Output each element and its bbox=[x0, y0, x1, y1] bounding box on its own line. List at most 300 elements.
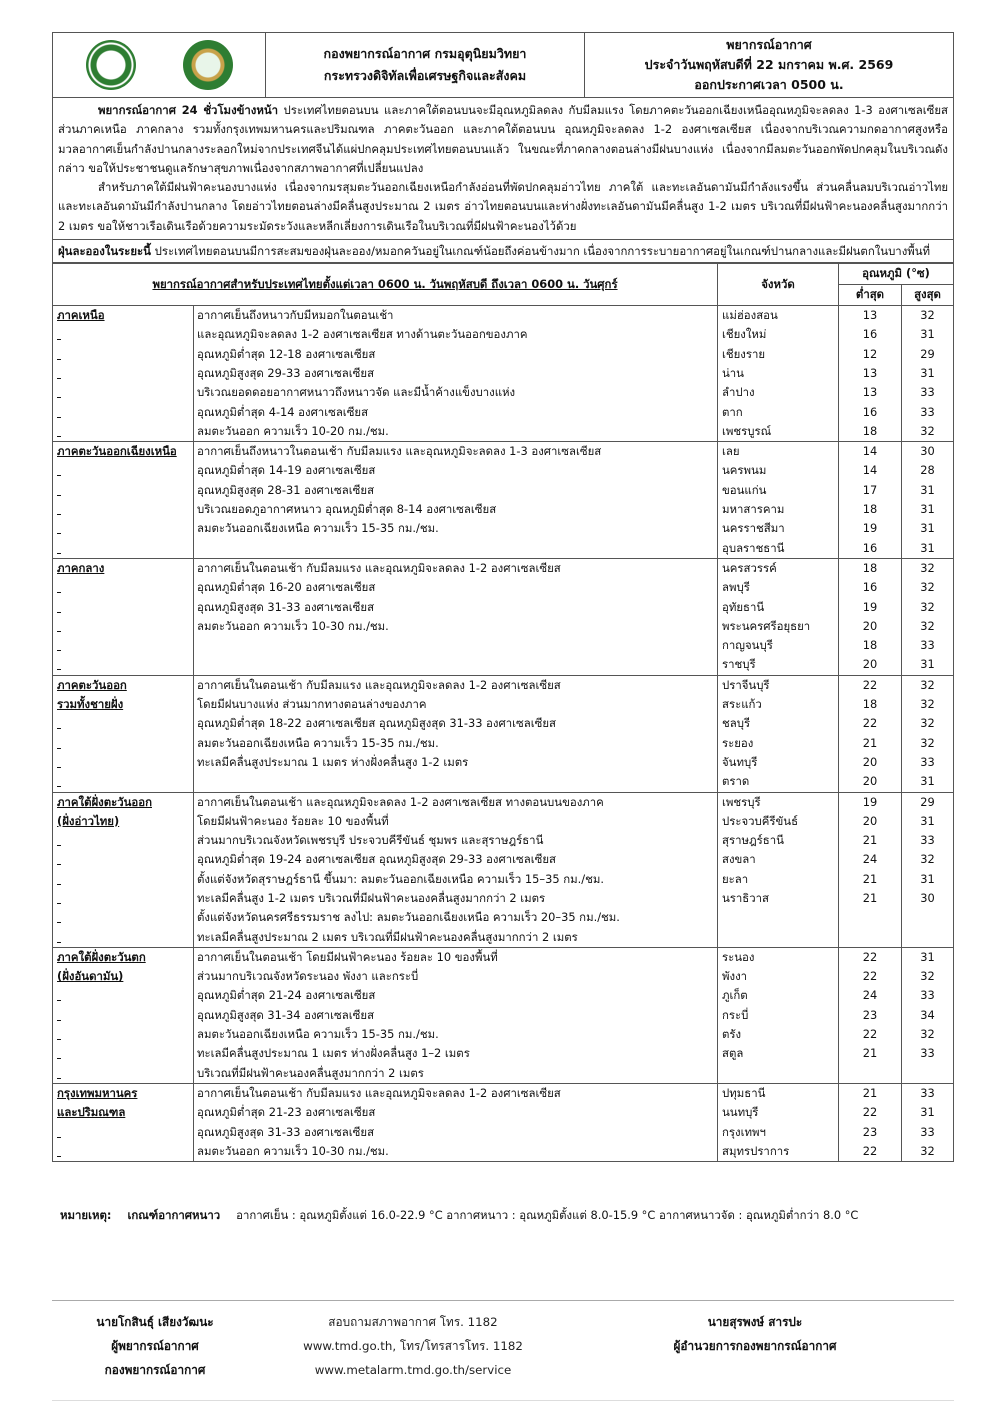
min-temp-value: 21 bbox=[862, 1046, 878, 1061]
description-line: อุณหภูมิต่ำสุด 4-14 องศาเซลเซียส bbox=[197, 404, 369, 419]
description-line: บริเวณยอดภูอากาศหนาว อุณหภูมิต่ำสุด 8-14 องศาเซลเซียส bbox=[197, 502, 497, 517]
description-line: ทะเลมีคลื่นสูงประมาณ 2 เมตร บริเวณที่มีฝนฟ้าคะนองคลื่นสูงมากกว่า 2 เมตร bbox=[197, 929, 578, 944]
max-temp-value: 31 bbox=[920, 657, 935, 672]
region-name bbox=[53, 1083, 194, 1161]
min-temp-value: 20 bbox=[862, 618, 878, 633]
blank-line bbox=[197, 772, 717, 791]
blank-line bbox=[57, 1123, 193, 1142]
director-signature bbox=[640, 1310, 870, 1358]
province-name: กระบี่ bbox=[722, 1007, 749, 1022]
min-temp-value: 13 bbox=[862, 365, 878, 380]
dust-text: ประเทศไทยตอนบนมีการสะสมของฝุ่นละออง/หมอกควันอยู่ในเกณฑ์น้อยถึงค่อนข้างมาก เนื่องจากการระบายอากาศอยู่ในเกณฑ์ปานกลางและมีฝนตกในบางพื้นที่ bbox=[154, 244, 931, 259]
blank-line bbox=[57, 539, 193, 558]
province-list bbox=[718, 442, 839, 559]
forecast-date: ประจำวันพฤหัสบดีที่ 22 มกราคม พ.ศ. 2569 bbox=[644, 57, 894, 72]
blank-line bbox=[57, 1006, 193, 1025]
temperature-header: อุณหภูมิ (°ซ) bbox=[839, 264, 954, 285]
min-temp-header: ต่ำสุด bbox=[839, 285, 902, 306]
logo-cell bbox=[53, 33, 266, 98]
province-name: เลย bbox=[722, 444, 740, 459]
province-name: ลพบุรี bbox=[722, 580, 750, 595]
min-temp-value: 21 bbox=[862, 735, 878, 750]
min-temp-value: 21 bbox=[862, 833, 878, 848]
max-temp-list bbox=[902, 1083, 954, 1161]
province-name: จันทบุรี bbox=[722, 754, 758, 769]
min-temp-value: 21 bbox=[862, 1085, 878, 1100]
bottom-divider bbox=[52, 1400, 954, 1401]
blank-line bbox=[839, 908, 901, 927]
region-row bbox=[53, 1083, 954, 1161]
region-name-line: ภาคใต้ฝั่งตะวันตก bbox=[57, 949, 146, 964]
max-temp-value: 32 bbox=[920, 735, 935, 750]
description-line: อุณหภูมิสูงสุด 31-33 องศาเซลเซียส bbox=[197, 599, 375, 614]
max-temp-value: 31 bbox=[920, 540, 935, 555]
province-name: ภูเก็ต bbox=[722, 988, 748, 1003]
description-line: ตั้งแต่จังหวัดสุราษฎร์ธานี ขึ้นมา: ลมตะวันออกเฉียงเหนือ ความเร็ว 15–35 กม./ชม. bbox=[197, 871, 604, 886]
region-name bbox=[53, 675, 194, 792]
province-name: กรุงเทพฯ bbox=[722, 1124, 766, 1139]
blank-line bbox=[197, 636, 717, 655]
department-line: กองพยากรณ์อากาศ กรมอุตุนิยมวิทยา bbox=[323, 46, 527, 61]
province-name: น่าน bbox=[722, 365, 744, 380]
blank-line bbox=[57, 870, 193, 889]
description-line: อุณหภูมิสูงสุด 31-34 องศาเซลเซียส bbox=[197, 1007, 375, 1022]
director-role: ผู้อำนวยการกองพยากรณ์อากาศ bbox=[673, 1339, 837, 1353]
general-outlook bbox=[52, 98, 954, 240]
max-temp-value: 31 bbox=[920, 774, 935, 789]
max-temp-value: 31 bbox=[920, 365, 935, 380]
blank-line bbox=[902, 908, 953, 927]
description-line: อุณหภูมิต่ำสุด 12-18 องศาเซลเซียส bbox=[197, 346, 376, 361]
max-temp-value: 30 bbox=[920, 890, 935, 905]
region-name-line: ภาคตะวันออกเฉียงเหนือ bbox=[57, 444, 177, 459]
region-row bbox=[53, 675, 954, 792]
province-name: สุราษฎร์ธานี bbox=[722, 833, 784, 848]
max-temp-value: 32 bbox=[920, 423, 935, 438]
tmd-emblem-icon bbox=[183, 40, 233, 90]
blank-line bbox=[839, 1064, 901, 1083]
description-line: ส่วนมากบริเวณจังหวัดเพชรบุรี ประจวบคีรีขันธ์ ชุมพร และสุราษฎร์ธานี bbox=[197, 833, 544, 848]
blank-line bbox=[57, 617, 193, 636]
blank-line bbox=[57, 850, 193, 869]
department-name bbox=[266, 33, 585, 98]
blank-line bbox=[57, 986, 193, 1005]
description-line: ลมตะวันออกเฉียงเหนือ ความเร็ว 15-35 กม./ชม. bbox=[197, 1027, 439, 1042]
province-name: นครสวรรค์ bbox=[722, 560, 777, 575]
blank-line bbox=[902, 928, 953, 947]
region-name bbox=[53, 947, 194, 1083]
province-name: ชลบุรี bbox=[722, 716, 751, 731]
blank-line bbox=[57, 500, 193, 519]
description-line: ทะเลมีคลื่นสูง 1-2 เมตร บริเวณที่มีฝนฟ้าคะนองคลื่นสูงมากกว่า 2 เมตร bbox=[197, 890, 546, 905]
director-name: นายสุรพงษ์ สารปะ bbox=[707, 1315, 803, 1329]
region-row bbox=[53, 558, 954, 675]
blank-line bbox=[722, 908, 838, 927]
description-line: บริเวณยอดดอยอากาศหนาวถึงหนาวจัด และมีน้ำค้างแข็งบางแห่ง bbox=[197, 385, 516, 400]
province-name: อุบลราชธานี bbox=[722, 540, 785, 555]
max-temp-value: 33 bbox=[920, 404, 935, 419]
max-temp-value: 34 bbox=[920, 1007, 935, 1022]
blank-line bbox=[57, 481, 193, 500]
description-line: อุณหภูมิต่ำสุด 16-20 องศาเซลเซียส bbox=[197, 580, 376, 595]
province-name: เพชรบุรี bbox=[722, 794, 761, 809]
description-line: ลมตะวันออก ความเร็ว 10-30 กม./ชม. bbox=[197, 618, 389, 633]
min-temp-value: 21 bbox=[862, 890, 878, 905]
min-temp-value: 21 bbox=[862, 871, 878, 886]
blank-line bbox=[57, 1064, 193, 1083]
blank-line bbox=[839, 928, 901, 947]
max-temp-value: 32 bbox=[920, 969, 935, 984]
min-temp-list bbox=[839, 792, 902, 947]
blank-line bbox=[57, 1025, 193, 1044]
province-name: สมุทรปราการ bbox=[722, 1143, 790, 1158]
blank-line bbox=[57, 598, 193, 617]
region-description bbox=[194, 306, 718, 442]
description-line: อุณหภูมิต่ำสุด 21-23 องศาเซลเซียส bbox=[197, 1105, 376, 1120]
blank-line bbox=[722, 928, 838, 947]
blank-line bbox=[57, 928, 193, 947]
min-temp-list bbox=[839, 1083, 902, 1161]
province-name: พระนครศรีอยุธยา bbox=[722, 618, 811, 633]
forecaster-role: ผู้พยากรณ์อากาศ bbox=[111, 1339, 199, 1353]
min-temp-value: 22 bbox=[862, 1027, 878, 1042]
min-temp-value: 22 bbox=[862, 1105, 878, 1120]
province-name: ตาก bbox=[722, 404, 743, 419]
province-name: อุทัยธานี bbox=[722, 599, 765, 614]
region-name bbox=[53, 558, 194, 675]
province-name: ระยอง bbox=[722, 735, 754, 750]
province-name: นครราชสีมา bbox=[722, 521, 785, 536]
min-temp-value: 18 bbox=[862, 638, 878, 653]
min-temp-list bbox=[839, 947, 902, 1083]
description-line: อุณหภูมิต่ำสุด 18-22 องศาเซลเซียส อุณหภูมิสูงสุด 31-33 องศาเซลเซียส bbox=[197, 716, 556, 731]
description-line: ทะเลมีคลื่นสูงประมาณ 1 เมตร ห่างฝั่งคลื่นสูง 1-2 เมตร bbox=[197, 754, 469, 769]
province-name: ตรัง bbox=[722, 1027, 742, 1042]
province-name: สระแก้ว bbox=[722, 697, 762, 712]
min-temp-value: 17 bbox=[862, 482, 878, 497]
blank-line bbox=[57, 889, 193, 908]
region-row bbox=[53, 792, 954, 947]
max-temp-value: 33 bbox=[920, 833, 935, 848]
blank-line bbox=[57, 831, 193, 850]
forecaster-signature bbox=[70, 1310, 240, 1382]
min-temp-value: 12 bbox=[862, 346, 878, 361]
contact-phone: สอบถามสภาพอากาศ โทร. 1182 bbox=[328, 1315, 498, 1329]
max-temp-value: 32 bbox=[920, 618, 935, 633]
blank-line bbox=[57, 655, 193, 674]
region-description bbox=[194, 675, 718, 792]
max-temp-value: 33 bbox=[920, 638, 935, 653]
dust-label: ฝุ่นละอองในระยะนี้ bbox=[58, 244, 151, 259]
min-temp-value: 24 bbox=[862, 988, 878, 1003]
province-name: ระนอง bbox=[722, 949, 755, 964]
max-temp-value: 31 bbox=[920, 1105, 935, 1120]
province-header: จังหวัด bbox=[718, 264, 839, 306]
min-temp-value: 20 bbox=[862, 774, 878, 789]
min-temp-value: 22 bbox=[862, 1143, 878, 1158]
criteria-text: อากาศเย็น : อุณหภูมิตั้งแต่ 16.0-22.9 °C อากาศหนาว : อุณหภูมิตั้งแต่ 8.0-15.9 °C อากาศหนาวจัด : อุณหภูมิต่ำกว่า 8.0 °C bbox=[236, 1208, 859, 1222]
max-temp-value: 32 bbox=[920, 308, 935, 323]
region-name-line: ภาคกลาง bbox=[57, 560, 105, 575]
blank-line bbox=[722, 1064, 838, 1083]
province-list bbox=[718, 1083, 839, 1161]
description-line: อากาศเย็นในตอนเช้า โดยมีฝนฟ้าคะนอง ร้อยละ 10 ของพื้นที่ bbox=[197, 949, 498, 964]
max-temp-value: 33 bbox=[920, 1085, 935, 1100]
region-row bbox=[53, 947, 954, 1083]
max-temp-list bbox=[902, 792, 954, 947]
description-line: อุณหภูมิสูงสุด 31-33 องศาเซลเซียส bbox=[197, 1124, 375, 1139]
min-temp-list bbox=[839, 442, 902, 559]
blank-line bbox=[57, 734, 193, 753]
max-temp-value: 31 bbox=[920, 327, 935, 342]
min-temp-list bbox=[839, 558, 902, 675]
province-name: ขอนแก่น bbox=[722, 482, 767, 497]
max-temp-header: สูงสุด bbox=[902, 285, 954, 306]
blank-line bbox=[57, 325, 193, 344]
page-title: พยากรณ์อากาศ bbox=[726, 37, 812, 52]
max-temp-value: 28 bbox=[920, 463, 935, 478]
blank-line bbox=[57, 364, 193, 383]
max-temp-value: 32 bbox=[920, 716, 935, 731]
description-line: อุณหภูมิต่ำสุด 19-24 องศาเซลเซียส อุณหภูมิสูงสุด 29-33 องศาเซลเซียส bbox=[197, 852, 556, 867]
max-temp-value: 32 bbox=[920, 560, 935, 575]
region-name bbox=[53, 306, 194, 442]
description-line: ลมตะวันออกเฉียงเหนือ ความเร็ว 15-35 กม./ชม. bbox=[197, 735, 439, 750]
province-name: พังงา bbox=[722, 969, 748, 984]
description-line: อากาศเย็นในตอนเช้า กับมีลมแรง และอุณหภูมิจะลดลง 1-2 องศาเซลเซียส bbox=[197, 677, 561, 692]
footer-divider bbox=[52, 1300, 954, 1301]
description-line: ทะเลมีคลื่นสูงประมาณ 1 เมตร ห่างฝั่งคลื่นสูง 1–2 เมตร bbox=[197, 1046, 470, 1061]
province-name: ตราด bbox=[722, 774, 750, 789]
max-temp-value: 33 bbox=[920, 1124, 935, 1139]
blank-line bbox=[57, 461, 193, 480]
min-temp-value: 18 bbox=[862, 697, 878, 712]
province-name: ประจวบคีรีขันธ์ bbox=[722, 813, 799, 828]
max-temp-value: 32 bbox=[920, 1027, 935, 1042]
blank-line bbox=[57, 383, 193, 402]
province-list bbox=[718, 675, 839, 792]
province-name: นครพนม bbox=[722, 463, 767, 478]
max-temp-list bbox=[902, 675, 954, 792]
min-temp-value: 16 bbox=[862, 540, 878, 555]
max-temp-value: 29 bbox=[920, 346, 935, 361]
max-temp-value: 29 bbox=[920, 794, 935, 809]
region-name-line: (ฝั่งอ่าวไทย) bbox=[57, 813, 120, 828]
blank-line bbox=[57, 422, 193, 441]
min-temp-value: 22 bbox=[862, 677, 878, 692]
description-line: อุณหภูมิต่ำสุด 21-24 องศาเซลเซียส bbox=[197, 988, 376, 1003]
max-temp-value: 31 bbox=[920, 482, 935, 497]
province-name: เชียงใหม่ bbox=[722, 327, 767, 342]
blank-line bbox=[57, 772, 193, 791]
max-temp-value: 32 bbox=[920, 1143, 935, 1158]
province-name: สตูล bbox=[722, 1046, 744, 1061]
footnote bbox=[60, 1207, 858, 1225]
province-name: นราธิวาส bbox=[722, 890, 769, 905]
max-temp-value: 33 bbox=[920, 1046, 935, 1061]
blank-line bbox=[57, 636, 193, 655]
max-temp-list bbox=[902, 558, 954, 675]
min-temp-value: 16 bbox=[862, 580, 878, 595]
min-temp-value: 18 bbox=[862, 502, 878, 517]
contact-website[interactable]: www.tmd.go.th, โทร/โทรสารโทร. 1182 bbox=[303, 1339, 523, 1353]
min-temp-value: 20 bbox=[862, 657, 878, 672]
province-name: แม่ฮ่องสอน bbox=[722, 308, 778, 323]
region-name-line: ภาคใต้ฝั่งตะวันออก bbox=[57, 794, 152, 809]
max-temp-value: 33 bbox=[920, 754, 935, 769]
province-name: สงขลา bbox=[722, 852, 756, 867]
min-temp-list bbox=[839, 675, 902, 792]
min-temp-value: 23 bbox=[862, 1124, 878, 1139]
max-temp-value: 31 bbox=[920, 502, 935, 517]
max-temp-value: 32 bbox=[920, 852, 935, 867]
blank-line bbox=[57, 908, 193, 927]
min-temp-value: 20 bbox=[862, 754, 878, 769]
min-temp-value: 20 bbox=[862, 813, 878, 828]
max-temp-value: 30 bbox=[920, 444, 935, 459]
max-temp-value: 31 bbox=[920, 813, 935, 828]
max-temp-list bbox=[902, 306, 954, 442]
max-temp-value: 31 bbox=[920, 521, 935, 536]
description-line: อากาศเย็นถึงหนาวในตอนเช้า กับมีลมแรง และอุณหภูมิจะลดลง 1-3 องศาเซลเซียส bbox=[197, 444, 602, 459]
forecaster-name: นายโกสินธุ์ เสียงวัฒนะ bbox=[96, 1315, 214, 1329]
region-name-line: ภาคตะวันออก bbox=[57, 677, 127, 692]
description-line: อากาศเย็นถึงหนาวกับมีหมอกในตอนเช้า bbox=[197, 308, 394, 323]
blank-line bbox=[57, 1142, 193, 1161]
blank-line bbox=[197, 539, 717, 558]
description-line: อุณหภูมิสูงสุด 29-33 องศาเซลเซียส bbox=[197, 365, 375, 380]
blank-line bbox=[57, 345, 193, 364]
forecast-table bbox=[52, 263, 954, 1162]
region-description bbox=[194, 792, 718, 947]
ministry-emblem-icon bbox=[86, 40, 136, 90]
outlook-paragraph-1: ประเทศไทยตอนบน และภาคใต้ตอนบนจะมีอุณหภูมิลดลง กับมีลมแรง โดยภาคตะวันออกเฉียงเหนืออุณหภูมิจะลดลง 1-3 องศาเซลเซียส ส่วนภาคเหนือ ภาคกลาง รวมทั้งกรุงเทพมหานครและปริมณฑล ภาคตะวันออก และภาคใต้ตอนบน อุณหภูมิจะลดลง 1-2 องศาเซลเซียส เนื่องจากบริเวณความกดอากาศสูงหรือมวลอากาศเย็นกำลังปานกลางระลอกใหม่จากประเทศจีนได้แผ่ปกคลุมประเทศไทยตอนบนแล้ว ในขณะที่ภาคกลางตอนล่างมีฝนบางแห่ง เนื่องจากมีลมตะวันออกพัดปกคลุมในบริเวณดังกล่าว ขอให้ประชาชนดูแลรักษาสุขภาพเนื่องจากสภาพอากาศที่เปลี่ยนแปลง bbox=[58, 103, 949, 175]
province-name: เพชรบูรณ์ bbox=[722, 423, 772, 438]
min-temp-list bbox=[839, 306, 902, 442]
min-temp-value: 18 bbox=[862, 560, 878, 575]
blank-line bbox=[57, 753, 193, 772]
max-temp-value: 31 bbox=[920, 871, 935, 886]
province-list bbox=[718, 947, 839, 1083]
region-name bbox=[53, 442, 194, 559]
region-row bbox=[53, 442, 954, 559]
dust-section bbox=[52, 240, 954, 263]
province-name: เชียงราย bbox=[722, 346, 766, 361]
province-name: ยะลา bbox=[722, 871, 749, 886]
province-name: นนทบุรี bbox=[722, 1105, 759, 1120]
min-temp-value: 24 bbox=[862, 852, 878, 867]
forecast-heading: พยากรณ์อากาศสำหรับประเทศไทยตั้งแต่เวลา 0600 น. วันพฤหัสบดี ถึงเวลา 0600 น. วันศุกร์ bbox=[53, 264, 718, 306]
blank-line bbox=[57, 1044, 193, 1063]
note-label: หมายเหตุ: bbox=[60, 1208, 112, 1222]
description-line: บริเวณที่มีฝนฟ้าคะนองคลื่นสูงมากกว่า 2 เมตร bbox=[197, 1065, 424, 1080]
description-line: ลมตะวันออก ความเร็ว 10-20 กม./ชม. bbox=[197, 423, 389, 438]
min-temp-value: 14 bbox=[862, 444, 878, 459]
description-line: อากาศเย็นในตอนเช้า กับมีลมแรง และอุณหภูมิจะลดลง 1-2 องศาเซลเซียส bbox=[197, 560, 561, 575]
min-temp-value: 16 bbox=[862, 404, 878, 419]
description-line: ลมตะวันออก ความเร็ว 10-30 กม./ชม. bbox=[197, 1143, 389, 1158]
description-line: อุณหภูมิสูงสุด 28-31 องศาเซลเซียส bbox=[197, 482, 375, 497]
forecast-title-block bbox=[585, 33, 954, 98]
province-list bbox=[718, 792, 839, 947]
min-temp-value: 22 bbox=[862, 969, 878, 984]
min-temp-value: 19 bbox=[862, 794, 878, 809]
province-name: ราชบุรี bbox=[722, 657, 756, 672]
description-line: อุณหภูมิต่ำสุด 14-19 องศาเซลเซียส bbox=[197, 463, 376, 478]
region-name-line: กรุงเทพมหานคร bbox=[57, 1085, 138, 1100]
description-line: ส่วนมากบริเวณจังหวัดระนอง พังงา และกระบี่ bbox=[197, 969, 419, 984]
min-temp-value: 22 bbox=[862, 716, 878, 731]
region-description bbox=[194, 947, 718, 1083]
min-temp-value: 19 bbox=[862, 599, 878, 614]
contact-service-link[interactable]: www.metalarm.tmd.go.th/service bbox=[314, 1363, 512, 1377]
description-line: ตั้งแต่จังหวัดนครศรีธรรมราช ลงไป: ลมตะวันออกเฉียงเหนือ ความเร็ว 20–35 กม./ชม. bbox=[197, 910, 620, 925]
region-name-line: และปริมณฑล bbox=[57, 1105, 126, 1120]
max-temp-value: 32 bbox=[920, 599, 935, 614]
max-temp-value: 33 bbox=[920, 385, 935, 400]
description-line: โดยมีฝนฟ้าคะนอง ร้อยละ 10 ของพื้นที่ bbox=[197, 813, 389, 828]
max-temp-value: 33 bbox=[920, 988, 935, 1003]
min-temp-value: 14 bbox=[862, 463, 878, 478]
province-list bbox=[718, 558, 839, 675]
blank-line bbox=[57, 714, 193, 733]
min-temp-value: 13 bbox=[862, 308, 878, 323]
blank-line bbox=[57, 578, 193, 597]
province-name: ปราจีนบุรี bbox=[722, 677, 770, 692]
description-line: อากาศเย็นในตอนเช้า และอุณหภูมิจะลดลง 1-2 องศาเซลเซียส ทางตอนบนของภาค bbox=[197, 794, 604, 809]
region-name-line: ภาคเหนือ bbox=[57, 308, 105, 323]
min-temp-value: 22 bbox=[862, 949, 878, 964]
region-description bbox=[194, 558, 718, 675]
description-line: และอุณหภูมิจะลดลง 1-2 องศาเซลเซียส ทางด้านตะวันออกของภาค bbox=[197, 327, 528, 342]
outlook-label: พยากรณ์อากาศ 24 ชั่วโมงข้างหน้า bbox=[98, 103, 279, 117]
header-table bbox=[52, 32, 954, 98]
max-temp-value: 32 bbox=[920, 697, 935, 712]
min-temp-value: 18 bbox=[862, 423, 878, 438]
description-line: ลมตะวันออกเฉียงเหนือ ความเร็ว 15-35 กม./ชม. bbox=[197, 521, 439, 536]
max-temp-list bbox=[902, 947, 954, 1083]
region-name-line: รวมทั้งชายฝั่ง bbox=[57, 697, 124, 712]
region-description bbox=[194, 442, 718, 559]
max-temp-value: 32 bbox=[920, 677, 935, 692]
max-temp-value: 32 bbox=[920, 580, 935, 595]
region-name-line: (ฝั่งอันดามัน) bbox=[57, 969, 124, 984]
min-temp-value: 19 bbox=[862, 521, 878, 536]
blank-line bbox=[57, 519, 193, 538]
min-temp-value: 23 bbox=[862, 1007, 878, 1022]
blank-line bbox=[57, 403, 193, 422]
criteria-label: เกณฑ์อากาศหนาว bbox=[127, 1208, 221, 1222]
province-name: มหาสารคาม bbox=[722, 502, 785, 517]
province-name: กาญจนบุรี bbox=[722, 638, 773, 653]
province-name: ปทุมธานี bbox=[722, 1085, 766, 1100]
ministry-line: กระทรวงดิจิทัลเพื่อเศรษฐกิจและสังคม bbox=[323, 68, 527, 83]
province-list bbox=[718, 306, 839, 442]
max-temp-list bbox=[902, 442, 954, 559]
issued-time: ออกประกาศเวลา 0500 น. bbox=[694, 77, 844, 92]
province-name: ลำปาง bbox=[722, 385, 755, 400]
region-description bbox=[194, 1083, 718, 1161]
contact-info bbox=[288, 1310, 538, 1382]
description-line: โดยมีฝนบางแห่ง ส่วนมากทางตอนล่างของภาค bbox=[197, 697, 427, 712]
blank-line bbox=[197, 655, 717, 674]
outlook-paragraph-2: สำหรับภาคใต้มีฝนฟ้าคะนองบางแห่ง เนื่องจากมรสุมตะวันออกเฉียงเหนือกำลังอ่อนที่พัดปกคลุมอ่าวไทย ภาคใต้ และทะเลอันดามันมีกำลังแรงขึ้น ส่วนคลื่นลมบริเวณอ่าวไทยและทะเลอันดามันมีกำลังปานกลาง โดยอ่าวไทยตอนล่างมีคลื่นสูงประมาณ 2 เมตร อ่าวไทยตอนบนและห่างฝั่งทะเลอันดามันมีคลื่นสูง 1-2 เมตร บริเวณที่มีฝนฟ้าคะนองคลื่นสูงมากกว่า 2 เมตร ขอให้ชาวเรือเดินเรือด้วยความระมัดระวังและหลีกเลี่ยงการเดินเรือในบริเวณที่มีฝนฟ้าคะนองไว้ด้วย bbox=[58, 180, 948, 233]
region-row bbox=[53, 306, 954, 442]
forecaster-division: กองพยากรณ์อากาศ bbox=[104, 1363, 206, 1377]
region-name bbox=[53, 792, 194, 947]
min-temp-value: 16 bbox=[862, 327, 878, 342]
max-temp-value: 31 bbox=[920, 949, 935, 964]
